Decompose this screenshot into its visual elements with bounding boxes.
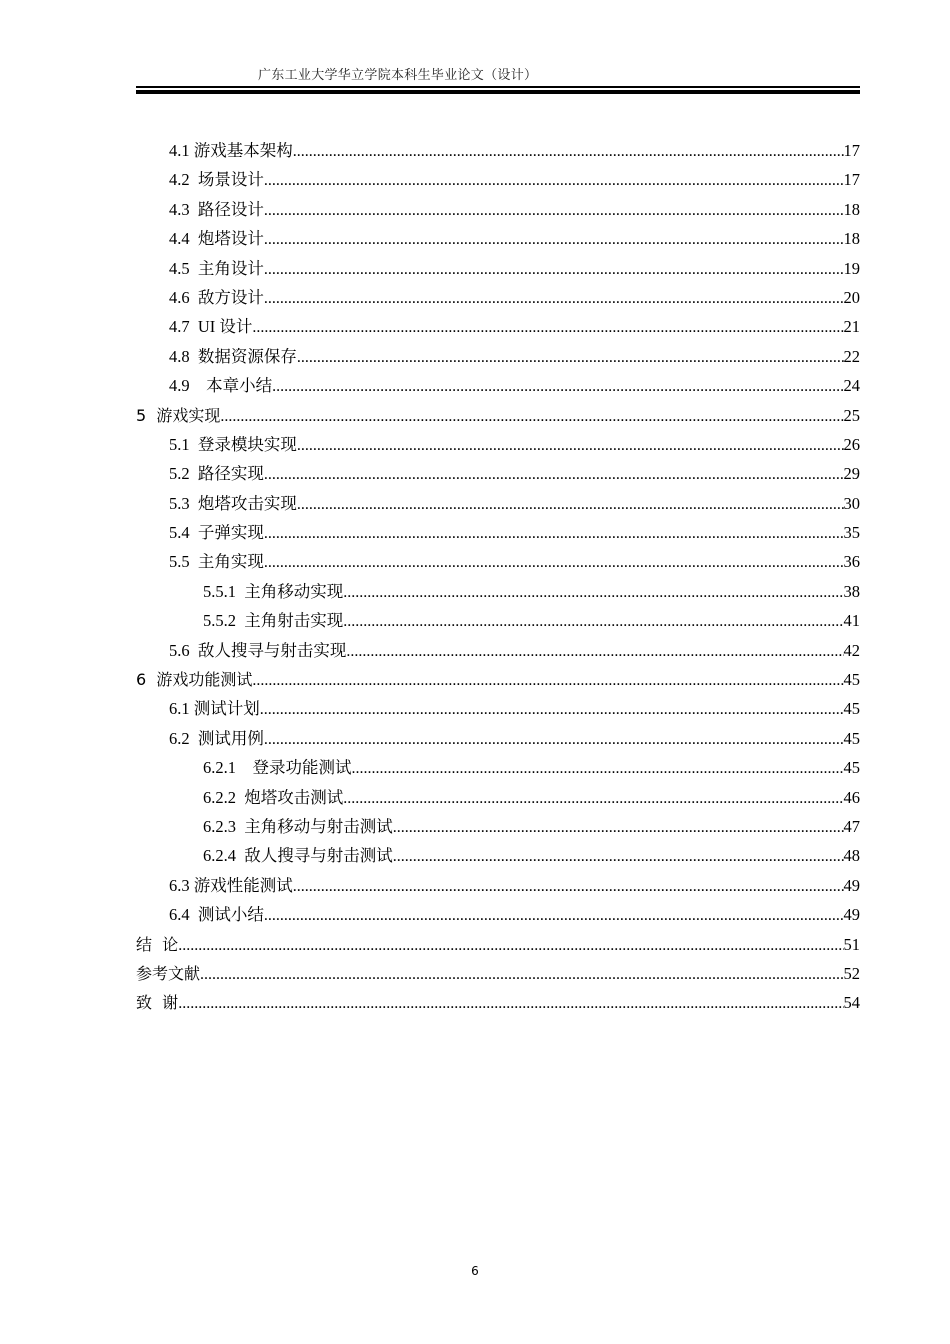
- toc-entry-page: 46: [843, 787, 860, 807]
- toc-dot-leader: [264, 255, 844, 284]
- header-rule-thick: [136, 90, 860, 94]
- toc-entry-label: 4.9 本章小结: [169, 376, 273, 396]
- toc-entry-page: 18: [843, 229, 860, 249]
- toc-entry-label: 4.2 场景设计: [169, 170, 264, 190]
- table-of-contents: [136, 136, 860, 1018]
- toc-entry-page: 41: [843, 611, 860, 631]
- toc-entry-label: 5.5.1 主角移动实现: [203, 581, 344, 601]
- header-title: 广东工业大学华立学院本科生毕业论文（设计）: [258, 67, 538, 82]
- toc-dot-leader: [264, 284, 844, 313]
- toc-entry[interactable]: [136, 783, 860, 812]
- toc-entry-label: 4.3 路径设计: [169, 199, 264, 219]
- toc-entry[interactable]: [136, 224, 860, 253]
- toc-dot-leader: [343, 578, 843, 607]
- toc-entry-page: 17: [843, 170, 860, 190]
- toc-dot-leader: [293, 137, 844, 166]
- toc-entry-label: 4.6 敌方设计: [169, 287, 264, 307]
- toc-entry[interactable]: [136, 577, 860, 606]
- toc-dot-leader: [272, 372, 843, 401]
- toc-dot-leader: [393, 813, 844, 842]
- toc-entry-label: 5.6 敌人搜寻与射击实现: [169, 640, 347, 660]
- toc-entry-page: 42: [843, 640, 860, 660]
- toc-entry[interactable]: [136, 988, 860, 1017]
- toc-dot-leader: [264, 196, 844, 225]
- toc-entry-label: 4.7 UI 设计: [169, 317, 253, 337]
- toc-dot-leader: [220, 402, 843, 431]
- toc-dot-leader: [393, 842, 844, 871]
- toc-entry-page: 36: [843, 552, 860, 572]
- toc-entry-page: 30: [843, 493, 860, 513]
- toc-dot-leader: [264, 460, 844, 489]
- toc-dot-leader: [293, 872, 844, 901]
- toc-entry-label: 4.4 炮塔设计: [169, 229, 264, 249]
- toc-entry-label: 5.5 主角实现: [169, 552, 264, 572]
- toc-dot-leader: [346, 637, 843, 666]
- toc-dot-leader: [252, 313, 843, 342]
- toc-entry-page: 20: [843, 287, 860, 307]
- toc-entry[interactable]: [136, 841, 860, 870]
- toc-entry[interactable]: [136, 665, 860, 694]
- toc-entry-page: 35: [843, 523, 860, 543]
- toc-entry-label: 6.2.4 敌人搜寻与射击测试: [203, 846, 393, 866]
- toc-entry[interactable]: [136, 430, 860, 459]
- toc-entry-page: 45: [843, 699, 860, 719]
- toc-entry-label: 5.2 路径实现: [169, 464, 264, 484]
- toc-entry-label: 5 游戏实现: [136, 405, 221, 425]
- toc-dot-leader: [178, 989, 843, 1018]
- toc-entry-label: 结 论: [136, 934, 179, 954]
- toc-dot-leader: [264, 548, 844, 577]
- toc-entry-label: 6.2.1 登录功能测试: [203, 758, 352, 778]
- toc-entry[interactable]: [136, 812, 860, 841]
- toc-entry-label: 4.1 游戏基本架构: [169, 141, 293, 160]
- toc-dot-leader: [264, 901, 844, 930]
- toc-entry[interactable]: [136, 547, 860, 576]
- toc-entry-label: 5.1 登录模块实现: [169, 434, 297, 454]
- header-rule-thin: [136, 86, 860, 88]
- toc-entry[interactable]: [136, 195, 860, 224]
- toc-entry-page: 22: [843, 346, 860, 366]
- toc-entry-page: 21: [843, 317, 860, 337]
- toc-entry-page: 26: [843, 434, 860, 454]
- toc-dot-leader: [352, 754, 844, 783]
- toc-entry-label: 5.5.2 主角射击实现: [203, 611, 344, 631]
- toc-entry-page: 19: [843, 258, 860, 278]
- toc-entry-page: 25: [843, 405, 860, 425]
- toc-entry[interactable]: [136, 312, 860, 341]
- toc-entry-page: 18: [843, 199, 860, 219]
- toc-entry[interactable]: [136, 606, 860, 635]
- toc-dot-leader: [297, 490, 844, 519]
- toc-entry-page: 49: [843, 875, 860, 895]
- toc-entry-page: 45: [843, 758, 860, 778]
- toc-entry-page: 17: [843, 141, 860, 160]
- toc-dot-leader: [252, 666, 843, 695]
- toc-entry-label: 6.2 测试用例: [169, 728, 264, 748]
- toc-entry-label: 6.2.3 主角移动与射击测试: [203, 816, 393, 836]
- toc-entry-label: 6 游戏功能测试: [136, 670, 253, 690]
- toc-entry[interactable]: [136, 930, 860, 959]
- toc-dot-leader: [260, 695, 844, 724]
- toc-entry[interactable]: [136, 900, 860, 929]
- toc-dot-leader: [343, 607, 843, 636]
- toc-entry-label: 致 谢: [136, 993, 179, 1013]
- toc-dot-leader: [264, 166, 844, 195]
- toc-entry-label: 参考文献: [136, 963, 201, 983]
- toc-entry-page: 38: [843, 581, 860, 601]
- toc-entry-label: 5.4 子弹实现: [169, 523, 264, 543]
- toc-entry-page: 52: [843, 963, 860, 983]
- toc-dot-leader: [343, 784, 843, 813]
- toc-dot-leader: [264, 725, 844, 754]
- toc-dot-leader: [200, 960, 843, 989]
- toc-entry[interactable]: [136, 518, 860, 547]
- toc-entry[interactable]: [136, 136, 860, 165]
- toc-entry[interactable]: [136, 283, 860, 312]
- toc-entry[interactable]: [136, 254, 860, 283]
- toc-entry-page: 45: [843, 728, 860, 748]
- toc-entry-page: 49: [843, 905, 860, 925]
- toc-entry[interactable]: [136, 165, 860, 194]
- toc-entry[interactable]: [136, 753, 860, 782]
- toc-dot-leader: [297, 343, 844, 372]
- toc-entry-label: 6.3 游戏性能测试: [169, 875, 293, 895]
- toc-entry-page: 47: [843, 816, 860, 836]
- toc-entry[interactable]: [136, 959, 860, 988]
- toc-entry[interactable]: [136, 371, 860, 400]
- toc-entry-label: 6.2.2 炮塔攻击测试: [203, 787, 344, 807]
- toc-entry-label: 4.5 主角设计: [169, 258, 264, 278]
- toc-entry[interactable]: [136, 489, 860, 518]
- toc-entry-label: 6.1 测试计划: [169, 699, 260, 719]
- toc-entry-page: 54: [843, 993, 860, 1013]
- toc-entry-label: 4.8 数据资源保存: [169, 346, 297, 366]
- toc-entry-page: 29: [843, 464, 860, 484]
- toc-entry-page: 45: [843, 670, 860, 690]
- toc-entry-page: 24: [843, 376, 860, 396]
- toc-dot-leader: [264, 225, 844, 254]
- toc-entry[interactable]: [136, 342, 860, 371]
- toc-entry-label: 6.4 测试小结: [169, 905, 264, 925]
- toc-entry[interactable]: [136, 694, 860, 723]
- toc-entry-label: 5.3 炮塔攻击实现: [169, 493, 297, 513]
- toc-entry[interactable]: [136, 871, 860, 900]
- toc-dot-leader: [264, 519, 844, 548]
- page-number: 6: [471, 1264, 479, 1278]
- toc-entry-page: 51: [843, 934, 860, 954]
- toc-dot-leader: [178, 931, 843, 960]
- toc-entry[interactable]: [136, 401, 860, 430]
- toc-entry[interactable]: [136, 724, 860, 753]
- toc-dot-leader: [297, 431, 844, 460]
- toc-entry-page: 48: [843, 846, 860, 866]
- toc-entry[interactable]: [136, 636, 860, 665]
- toc-entry[interactable]: [136, 459, 860, 488]
